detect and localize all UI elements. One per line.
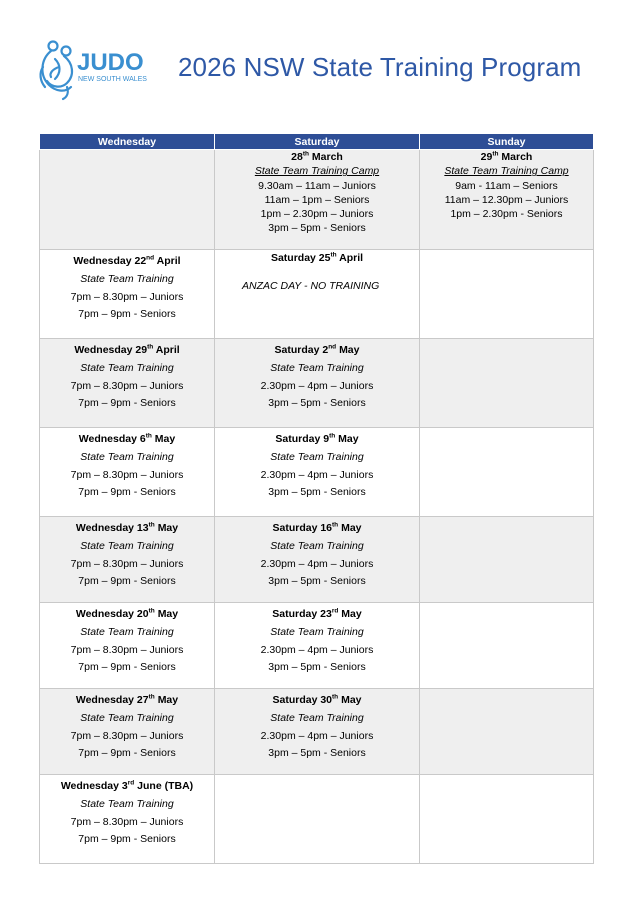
session-type: State Team Training (80, 361, 174, 374)
session-date: Saturday 25th April (270, 251, 364, 264)
session-type: State Team Training (270, 711, 364, 724)
session-date: Wednesday 22nd April (73, 254, 181, 267)
empty-cell (420, 689, 594, 775)
table-row (40, 775, 594, 864)
session-time: 2.30pm – 4pm – Juniors (260, 379, 374, 392)
schedule-cell (40, 428, 215, 517)
schedule-cell (215, 150, 420, 250)
empty-cell (215, 775, 420, 864)
session-date: Saturday 23rd May (272, 607, 362, 620)
column-header-sunday: Sunday (420, 134, 594, 150)
session-time: 3pm – 5pm - Seniors (268, 747, 366, 760)
judo-figures-icon (37, 37, 165, 101)
session-type: State Team Training (80, 625, 174, 638)
schedule-cell (40, 775, 215, 864)
schedule-cell (40, 517, 215, 603)
session-type: State Team Training (270, 625, 364, 638)
session-date: Saturday 16th May (272, 521, 362, 534)
column-header-wednesday: Wednesday (40, 134, 215, 150)
logo-subtitle: NEW SOUTH WALES (78, 76, 147, 83)
session-time: 3pm – 5pm - Seniors (268, 486, 366, 499)
session-time: 7pm – 8.30pm – Juniors (70, 815, 184, 828)
session-type: State Team Training (270, 539, 364, 552)
session-date: 29th March (480, 150, 533, 163)
session-time: 9am - 11am – Seniors (455, 179, 558, 192)
session-time: 7pm – 9pm - Seniors (78, 747, 176, 760)
schedule-cell (215, 603, 420, 689)
session-time: 7pm – 8.30pm – Juniors (70, 557, 184, 570)
session-date: Saturday 30th May (272, 693, 362, 706)
table-row (40, 428, 594, 517)
session-type: State Team Training (270, 450, 364, 463)
session-type: State Team Training (270, 361, 364, 374)
page-title: 2026 NSW State Training Program (178, 52, 582, 82)
session-time: 3pm – 5pm - Seniors (268, 397, 366, 410)
no-training-note: ANZAC DAY - NO TRAINING (242, 279, 380, 292)
training-schedule-table (39, 133, 594, 864)
session-time: 7pm – 8.30pm – Juniors (70, 379, 184, 392)
session-time: 7pm – 9pm - Seniors (78, 308, 176, 321)
empty-cell (420, 339, 594, 428)
empty-cell (420, 517, 594, 603)
session-type: State Team Training Camp (254, 165, 380, 178)
schedule-cell (215, 517, 420, 603)
session-time: 1pm – 2.30pm – Juniors (260, 208, 374, 221)
empty-cell (420, 775, 594, 864)
session-date: Wednesday 3rd June (TBA) (60, 779, 194, 792)
session-type: State Team Training (80, 450, 174, 463)
schedule-cell (40, 603, 215, 689)
table-row (40, 603, 594, 689)
session-date: Saturday 2nd May (274, 343, 360, 356)
session-date: Wednesday 6th May (78, 432, 176, 445)
schedule-cell (40, 339, 215, 428)
empty-cell (420, 428, 594, 517)
schedule-cell (420, 150, 594, 250)
session-time: 7pm – 9pm - Seniors (78, 486, 176, 499)
schedule-cell (215, 250, 420, 339)
session-time: 7pm – 8.30pm – Juniors (70, 290, 184, 303)
session-type: State Team Training (80, 272, 174, 285)
empty-cell (40, 150, 215, 250)
session-time: 3pm – 5pm - Seniors (268, 222, 366, 235)
schedule-cell (40, 689, 215, 775)
session-time: 11am – 12.30pm – Juniors (444, 193, 569, 206)
session-time: 1pm – 2.30pm - Seniors (450, 208, 563, 221)
session-date: Wednesday 29th April (74, 343, 180, 356)
schedule-cell (215, 428, 420, 517)
session-time: 3pm – 5pm - Seniors (268, 661, 366, 674)
judo-nsw-logo (37, 37, 165, 101)
session-date: Wednesday 27th May (75, 693, 179, 706)
session-type: State Team Training Camp (444, 165, 569, 178)
session-time: 2.30pm – 4pm – Juniors (260, 557, 374, 570)
session-time: 9.30am – 11am – Juniors (258, 179, 376, 192)
session-time: 7pm – 9pm - Seniors (78, 575, 176, 588)
session-time: 3pm – 5pm - Seniors (268, 575, 366, 588)
session-date: Saturday 9th May (275, 432, 359, 445)
session-time: 2.30pm – 4pm – Juniors (260, 643, 374, 656)
empty-cell (420, 603, 594, 689)
session-time: 7pm – 9pm - Seniors (78, 833, 176, 846)
session-time: 7pm – 9pm - Seniors (78, 397, 176, 410)
session-time: 2.30pm – 4pm – Juniors (260, 729, 374, 742)
table-header-row (40, 134, 594, 150)
session-time: 7pm – 8.30pm – Juniors (70, 468, 184, 481)
column-header-saturday: Saturday (215, 134, 420, 150)
schedule-cell (40, 250, 215, 339)
logo-wordmark: JUDO (77, 49, 144, 76)
session-time: 7pm – 8.30pm – Juniors (70, 643, 184, 656)
session-time: 11am – 1pm – Seniors (264, 193, 370, 206)
table-row (40, 339, 594, 428)
schedule-cell (215, 689, 420, 775)
session-time: 7pm – 8.30pm – Juniors (70, 729, 184, 742)
table-row (40, 689, 594, 775)
session-type: State Team Training (80, 539, 174, 552)
table-row (40, 150, 594, 250)
session-date: Wednesday 13th May (75, 521, 179, 534)
session-time: 2.30pm – 4pm – Juniors (260, 468, 374, 481)
schedule-cell (215, 339, 420, 428)
empty-cell (420, 250, 594, 339)
session-date: 28th March (291, 150, 343, 163)
session-time: 7pm – 9pm - Seniors (78, 661, 176, 674)
session-type: State Team Training (80, 797, 174, 810)
table-row (40, 517, 594, 603)
session-type: State Team Training (80, 711, 174, 724)
session-date: Wednesday 20th May (75, 607, 179, 620)
table-row (40, 250, 594, 339)
